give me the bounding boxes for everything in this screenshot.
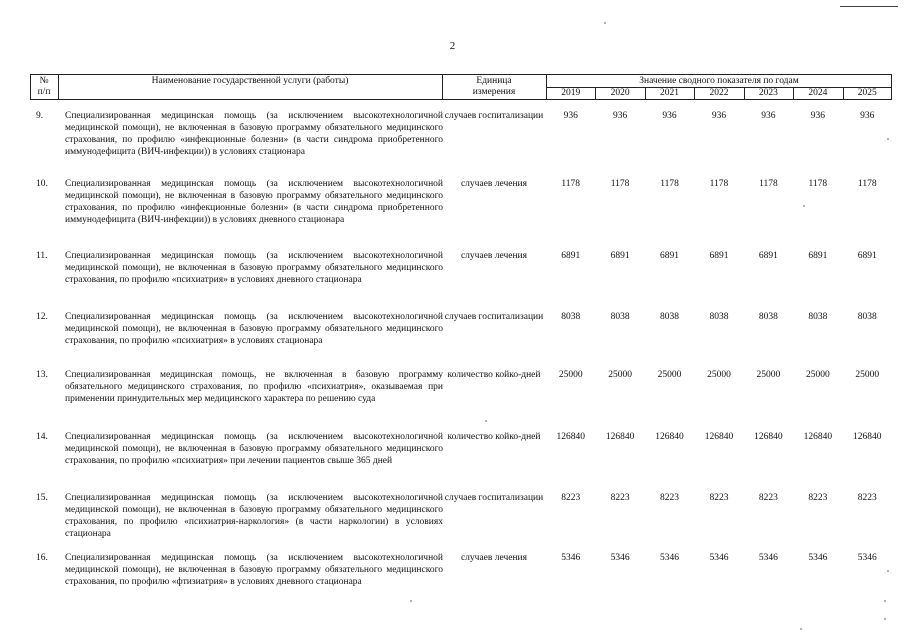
row-value: 5346	[758, 553, 778, 563]
row-value: 8038	[610, 312, 630, 322]
speck	[884, 600, 886, 602]
row-value: 1178	[660, 179, 679, 189]
row-value: 8223	[610, 493, 630, 503]
header-name: Наименование государственной услуги (работы)	[151, 76, 349, 86]
header-year: 2025	[857, 88, 877, 98]
row-value: 1178	[808, 179, 828, 189]
row-value: 8038	[660, 312, 680, 322]
row-value: 5346	[808, 553, 828, 563]
row-service-name: Специализированная медицинская помощь (за исключением высокотехнологичной медицинской помощи), не включенная в базовую программу обязательного медицинского страхования, по профилю «психиатрия» в условиях дневного стационара	[65, 251, 443, 285]
row-value: 8223	[660, 493, 680, 503]
row-value: 126840	[754, 432, 783, 442]
header-year: 2020	[610, 88, 630, 98]
row-unit: случаев госпитализации	[444, 493, 544, 503]
row-number: 12.	[36, 312, 48, 322]
row-value: 936	[711, 111, 727, 121]
row-value: 5346	[561, 553, 581, 563]
row-value: 8223	[709, 493, 729, 503]
header-unit-line2: измерения	[472, 87, 516, 97]
header-year: 2022	[709, 88, 729, 98]
row-value: 8038	[561, 312, 581, 322]
row-number: 9.	[36, 111, 44, 121]
row-unit: случаев лечения	[460, 179, 528, 189]
header-divider-no	[58, 75, 59, 99]
header-unit-cell	[442, 76, 546, 98]
header-border-left	[30, 75, 31, 99]
row-value: 8223	[561, 493, 581, 503]
row-value: 936	[810, 111, 825, 121]
header-unit-line1: Единица	[476, 76, 512, 86]
row-value: 1178	[561, 179, 581, 189]
row-value: 8223	[857, 493, 877, 503]
header-year-divider	[793, 87, 794, 99]
header-year: 2023	[758, 88, 778, 98]
speck	[485, 420, 487, 422]
row-service-name: Специализированная медицинская помощь (за исключением высокотехнологичной медицинской помощи), не включенная в базовую программу обязательного медицинского страхования, по профилю «психиатрия» при лечении пациентов свыше 365 дней	[65, 432, 443, 466]
header-value: Значение сводного показателя по годам	[639, 76, 799, 86]
speck	[604, 22, 606, 24]
row-unit: случаев лечения	[460, 251, 528, 261]
row-number: 14.	[36, 432, 48, 442]
row-value: 6891	[660, 251, 680, 261]
row-service-name: Специализированная медицинская помощь (за исключением высокотехнологичной медицинской помощи), не включенная в базовую программу обязательного медицинского страхования, по профилю «психиатрия» в условиях стационара	[65, 312, 443, 346]
row-unit: случаев госпитализации	[444, 312, 544, 322]
row-value: 1178	[759, 179, 778, 189]
row-number: 10.	[36, 179, 48, 189]
row-service-name: Специализированная медицинская помощь, не включенная в базовую программу обязательного медицинского страхования, по профилю «психиатрия», оказываемая при применении принудительных мер медицинского характера по решению суда	[65, 370, 443, 404]
row-number: 16.	[36, 553, 48, 563]
row-value: 126840	[655, 432, 684, 442]
speck	[884, 618, 886, 620]
row-service-name: Специализированная медицинская помощь (за исключением высокотехнологичной медицинской помощи), не включенная в базовую программу обязательного медицинского страхования, по профилю «фтизиатрия» в условиях дневного стационара	[65, 553, 443, 587]
row-unit: случаев лечения	[460, 553, 528, 563]
row-value: 6891	[758, 251, 778, 261]
row-value: 6891	[561, 251, 581, 261]
row-value: 6891	[857, 251, 877, 261]
row-service-name: Специализированная медицинская помощь (за исключением высокотехнологичной медицинской помощи), не включенная в базовую программу обязательного медицинского страхования, по профилю «психиатрия-наркология» (в части наркологии) в условиях стационара	[65, 493, 443, 539]
header-year-divider	[595, 87, 596, 99]
header-year-divider	[843, 87, 844, 99]
row-value: 25000	[855, 370, 880, 380]
row-value: 8038	[709, 312, 729, 322]
row-unit: количество койко-дней	[447, 370, 541, 380]
header-year-divider	[645, 87, 646, 99]
row-value: 5346	[610, 553, 630, 563]
row-value: 8223	[808, 493, 828, 503]
row-value: 936	[860, 111, 875, 121]
row-value: 5346	[709, 553, 729, 563]
header-year: 2024	[808, 88, 828, 98]
row-value: 25000	[805, 370, 830, 380]
row-value: 8038	[808, 312, 828, 322]
row-value: 8038	[758, 312, 778, 322]
row-value: 5346	[660, 553, 680, 563]
speck	[803, 205, 805, 207]
row-value: 126840	[605, 432, 635, 442]
row-value: 5346	[857, 553, 877, 563]
row-value: 6891	[808, 251, 828, 261]
row-value: 25000	[657, 370, 682, 380]
row-service-name: Специализированная медицинская помощь (за исключением высокотехнологичной медицинской помощи), не включенная в базовую программу обязательного медицинского страхования, по профилю «инфекционные болезни» (в части синдрома приобретенного иммунодефицита (ВИЧ-инфекции)) в условиях дневного стационара	[65, 179, 443, 225]
table-header	[30, 74, 892, 100]
header-year: 2021	[660, 88, 680, 98]
row-unit: случаев госпитализации	[444, 111, 544, 121]
row-value: 126840	[556, 432, 585, 442]
row-number: 11.	[36, 251, 48, 261]
header-years	[546, 88, 892, 99]
row-value: 25000	[756, 370, 781, 380]
row-value: 1178	[857, 179, 877, 189]
header-number-line2: п/п	[37, 87, 51, 97]
header-divider-name	[442, 75, 443, 99]
row-value: 8038	[857, 312, 877, 322]
row-value: 25000	[558, 370, 583, 380]
row-value: 8223	[758, 493, 778, 503]
header-year-divider	[694, 87, 695, 99]
header-year: 2019	[561, 88, 581, 98]
page-number: 2	[449, 40, 456, 52]
row-number: 15.	[36, 493, 48, 503]
row-value: 936	[761, 111, 776, 121]
speck	[887, 570, 889, 572]
row-value: 936	[563, 111, 578, 121]
top-edge-line	[840, 6, 898, 7]
row-value: 936	[662, 111, 677, 121]
row-value: 126840	[704, 432, 734, 442]
row-value: 936	[612, 111, 628, 121]
speck	[887, 138, 889, 140]
row-value: 25000	[707, 370, 731, 380]
header-number-cell	[30, 76, 58, 98]
row-value: 1178	[610, 179, 630, 189]
header-year-divider	[744, 87, 745, 99]
speck	[410, 600, 412, 602]
row-value: 6891	[709, 251, 729, 261]
speck	[800, 628, 802, 630]
row-value: 126840	[853, 432, 882, 442]
row-number: 13.	[36, 370, 48, 380]
row-value: 1178	[709, 179, 729, 189]
row-value: 126840	[803, 432, 833, 442]
row-value: 6891	[610, 251, 630, 261]
header-number-line1: №	[39, 76, 49, 86]
row-service-name: Специализированная медицинская помощь (за исключением высокотехнологичной медицинской помощи), не включенная в базовую программу обязательного медицинского страхования, по профилю «инфекционные болезни» (в части синдрома приобретенного иммунодефицита (ВИЧ-инфекции)) в условиях стационара	[65, 111, 443, 157]
row-value: 25000	[608, 370, 632, 380]
row-unit: количество койко-дней	[447, 432, 541, 442]
